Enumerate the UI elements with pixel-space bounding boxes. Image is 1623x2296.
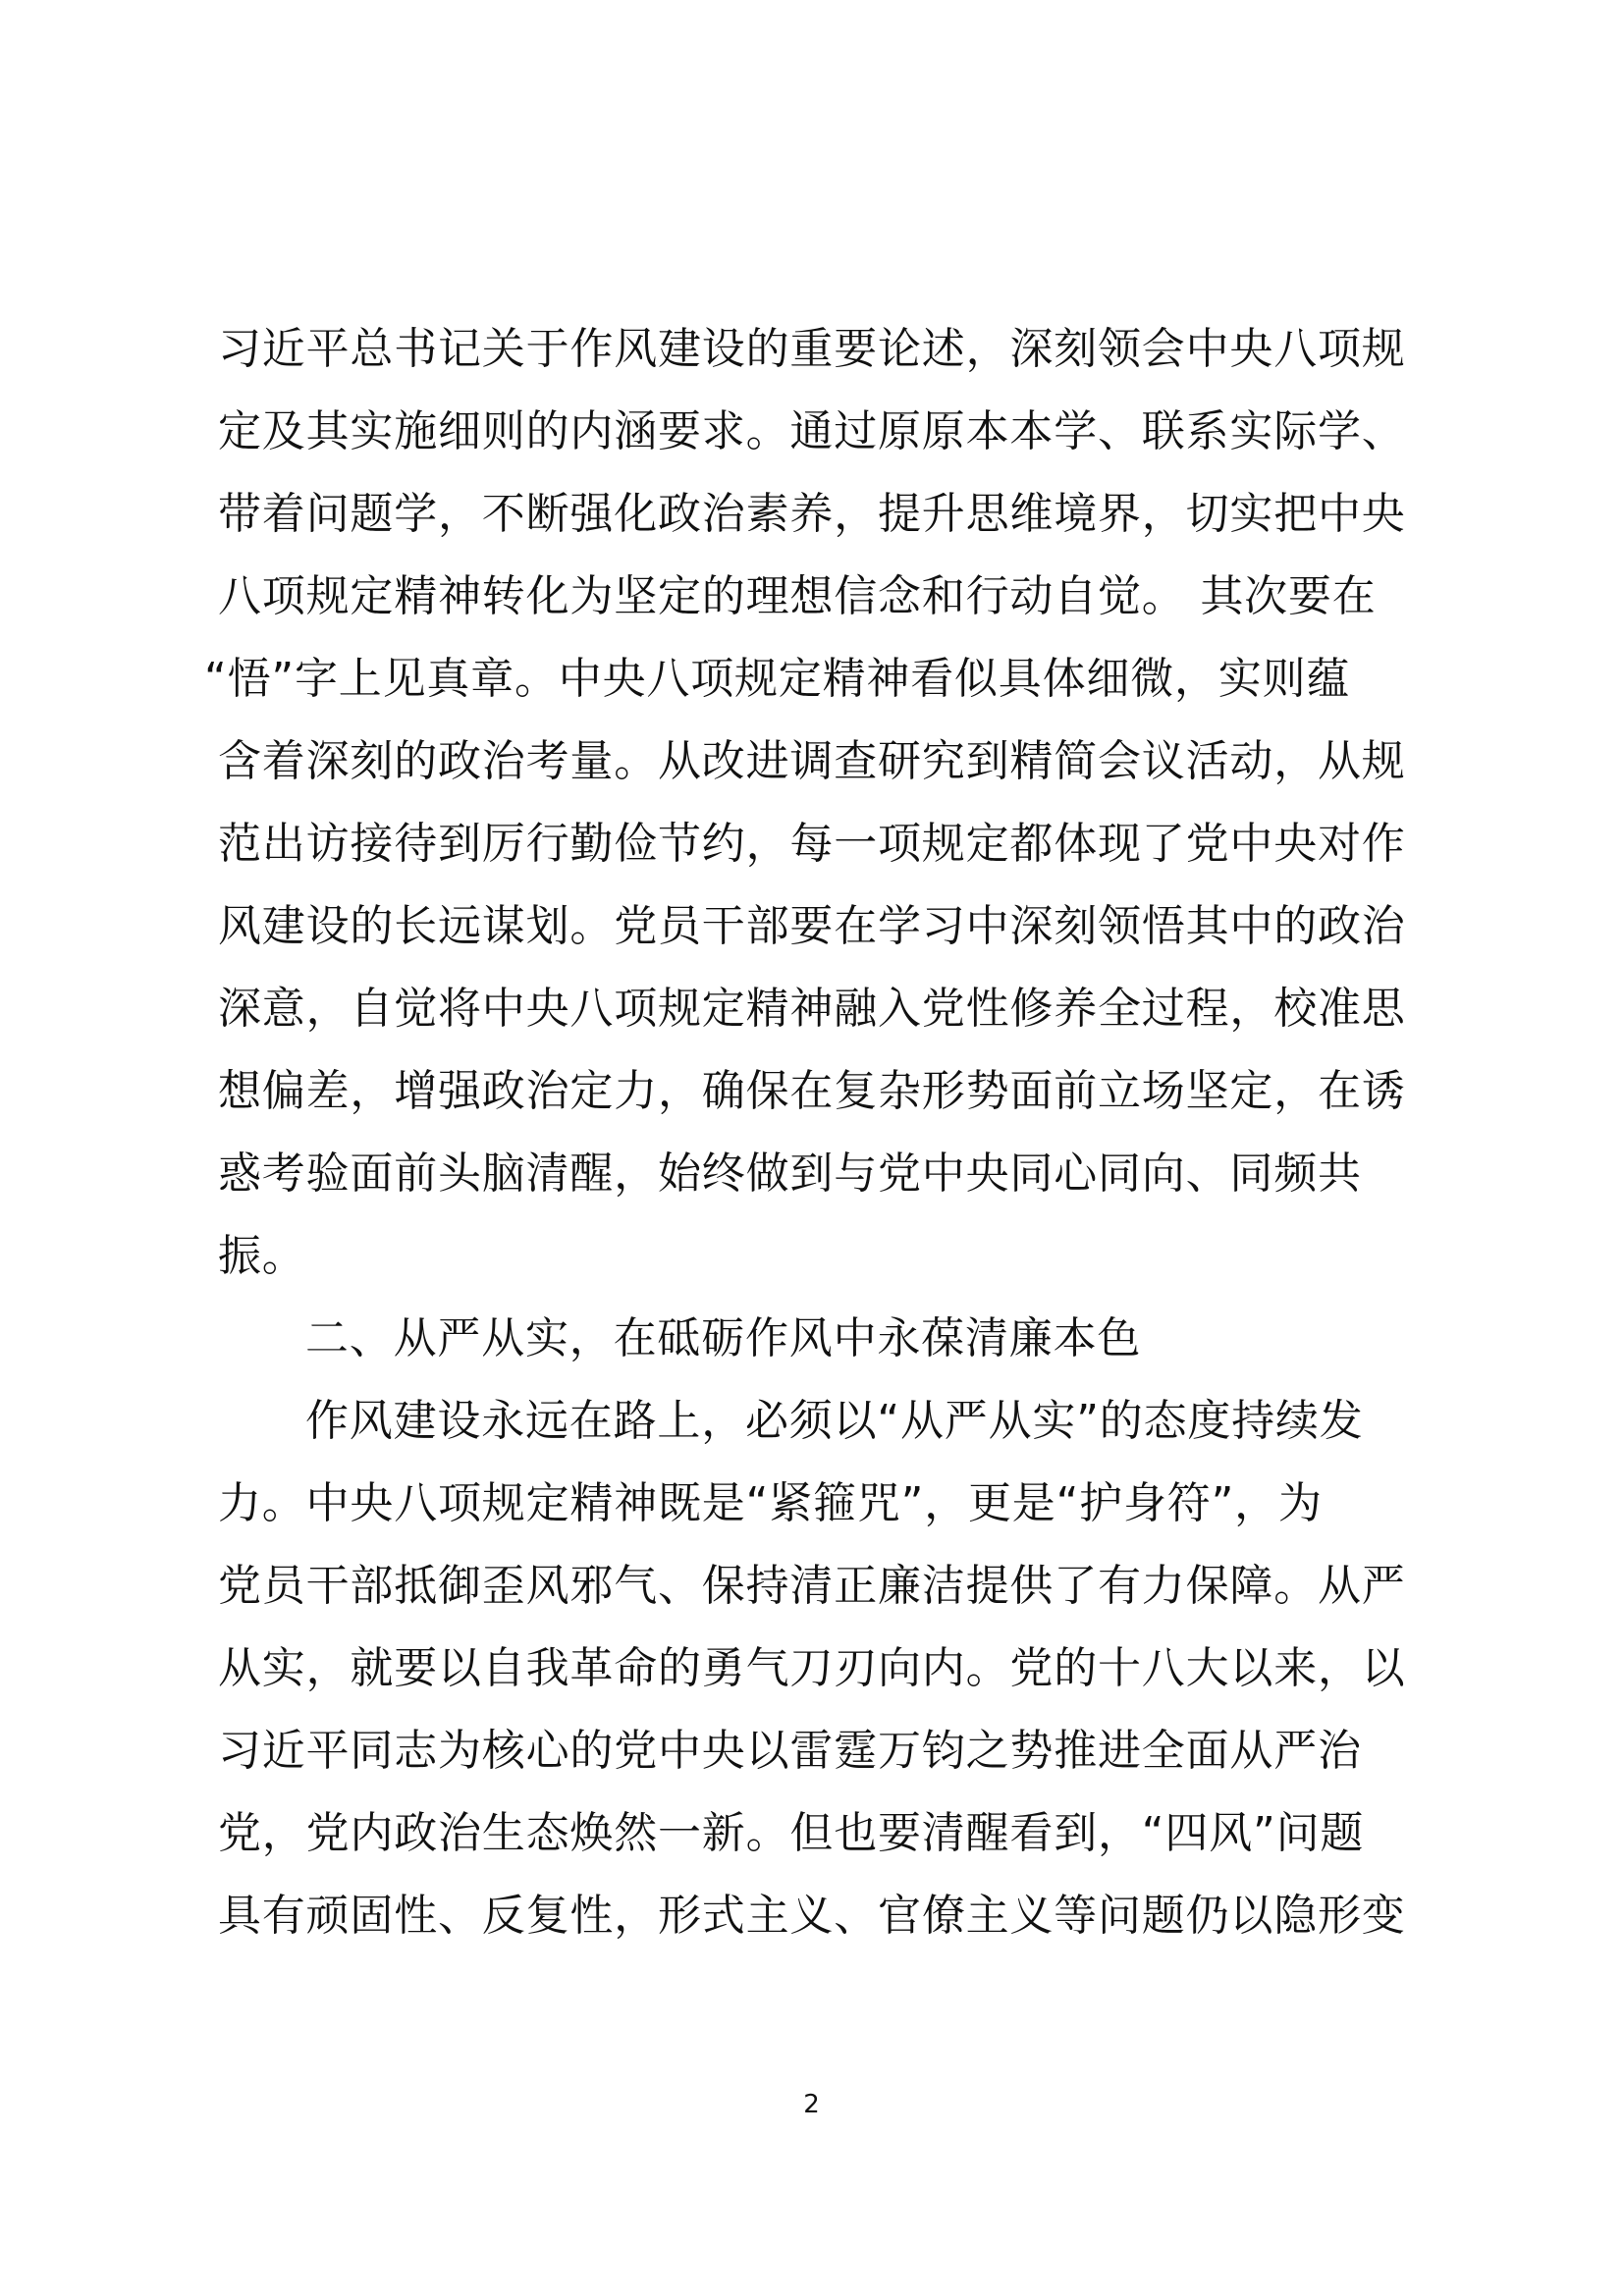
body-line: 力。中央八项规定精神既是“紧箍咒”，更是“护身符”，为 [218,1478,1323,1528]
body-line: 定及其实施细则的内涵要求。通过原原本本学、联系实际学、 [218,406,1406,456]
body-line: 党员干部抵御歪风邪气、保持清正廉洁提供了有力保障。从严 [218,1561,1406,1611]
body-line: 惑考验面前头脑清醒，始终做到与党中央同心同向、同频共 [218,1148,1362,1199]
body-line: 作风建设永远在路上，必须以“从严从实”的态度持续发 [305,1396,1364,1446]
body-line: 习近平同志为核心的党中央以雷霆万钧之势推进全面从严治 [218,1726,1362,1776]
body-line: 具有顽固性、反复性，形式主义、官僚主义等问题仍以隐形变 [218,1891,1406,1941]
page-number: 2 [803,2090,820,2119]
body-line: 振。 [218,1231,306,1281]
body-line: 从实，就要以自我革命的勇气刀刃向内。党的十八大以来，以 [218,1643,1406,1693]
body-line: “悟”字上见真章。中央八项规定精神看似具体细微，实则蕴 [204,654,1351,704]
body-line: 范出访接待到厉行勤俭节约，每一项规定都体现了党中央对作 [218,819,1406,869]
section-heading: 二、从严从实，在砥砺作风中永葆清廉本色 [305,1313,1142,1363]
body-line: 深意，自觉将中央八项规定精神融入党性修养全过程，校准思 [218,984,1406,1034]
body-line: 带着问题学，不断强化政治素养，提升思维境界，切实把中央 [218,489,1406,539]
body-line: 习近平总书记关于作风建设的重要论述，深刻领会中央八项规 [218,324,1406,374]
body-line: 八项规定精神转化为坚定的理想信念和行动自觉。 其次要在 [218,571,1377,621]
body-line: 党，党内政治生态焕然一新。但也要清醒看到，“四风”问题 [218,1808,1365,1858]
body-line: 含着深刻的政治考量。从改进调查研究到精简会议活动，从规 [218,736,1406,786]
body-line: 想偏差，增强政治定力，确保在复杂形势面前立场坚定，在诱 [218,1066,1406,1116]
body-line: 风建设的长远谋划。党员干部要在学习中深刻领悟其中的政治 [218,901,1406,951]
